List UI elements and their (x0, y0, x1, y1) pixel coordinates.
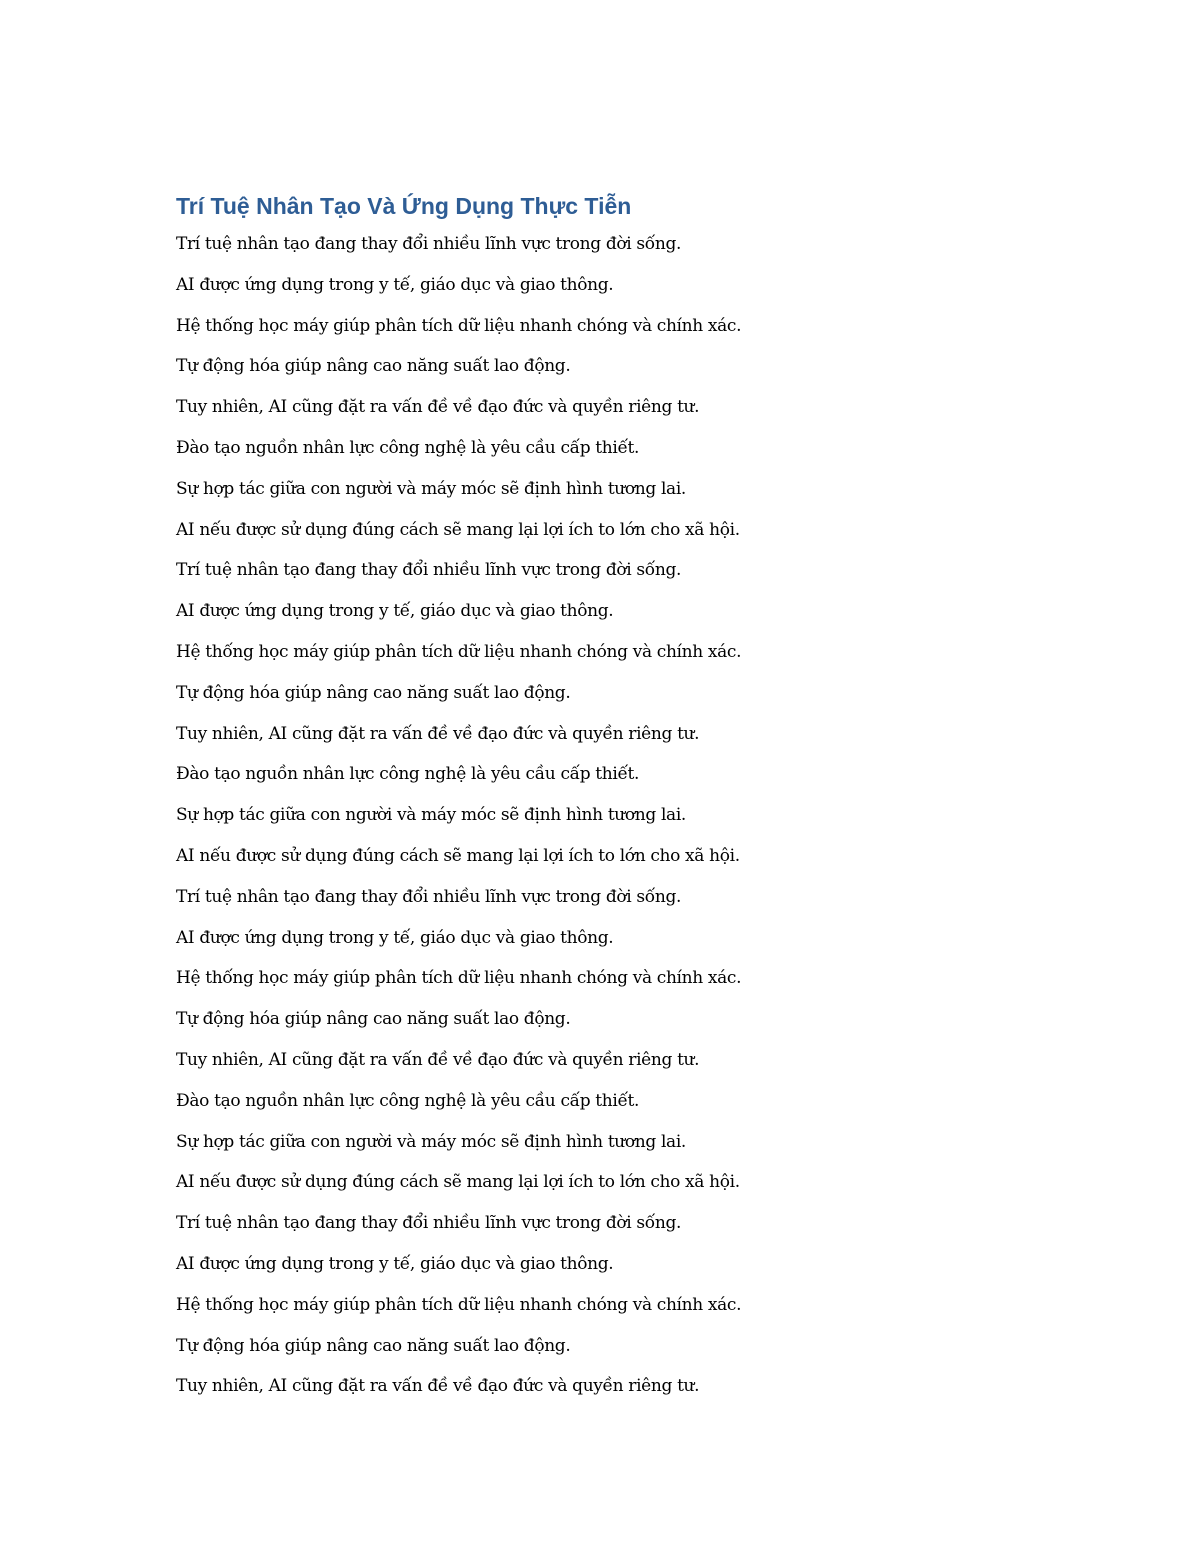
body-line: Đào tạo nguồn nhân lực công nghệ là yêu cầu cấp thiết. (176, 437, 640, 458)
body-line: Tự động hóa giúp nâng cao năng suất lao động. (176, 1009, 571, 1030)
body-line: AI được ứng dụng trong y tế, giáo dục và giao thông. (176, 1253, 614, 1274)
body-line: Hệ thống học máy giúp phân tích dữ liệu nhanh chóng và chính xác. (176, 315, 742, 336)
body-line: AI nếu được sử dụng đúng cách sẽ mang lại lợi ích to lớn cho xã hội. (176, 519, 740, 540)
body-line: Trí tuệ nhân tạo đang thay đổi nhiều lĩnh vực trong đời sống. (176, 1213, 682, 1234)
body-line: AI được ứng dụng trong y tế, giáo dục và giao thông. (176, 927, 614, 948)
body-line: Hệ thống học máy giúp phân tích dữ liệu nhanh chóng và chính xác. (176, 968, 742, 989)
body-line: Hệ thống học máy giúp phân tích dữ liệu nhanh chóng và chính xác. (176, 641, 742, 662)
body-line: Đào tạo nguồn nhân lực công nghệ là yêu cầu cấp thiết. (176, 1090, 640, 1111)
body-line: Trí tuệ nhân tạo đang thay đổi nhiều lĩnh vực trong đời sống. (176, 560, 682, 581)
body-line: Đào tạo nguồn nhân lực công nghệ là yêu cầu cấp thiết. (176, 764, 640, 785)
body-line: Sự hợp tác giữa con người và máy móc sẽ định hình tương lai. (176, 805, 686, 826)
body-line: Tuy nhiên, AI cũng đặt ra vấn đề về đạo đức và quyền riêng tư. (176, 1049, 700, 1070)
body-line: Tự động hóa giúp nâng cao năng suất lao động. (176, 356, 571, 377)
body-line: AI được ứng dụng trong y tế, giáo dục và giao thông. (176, 274, 614, 295)
body-line: Tự động hóa giúp nâng cao năng suất lao động. (176, 682, 571, 703)
body-line: Tuy nhiên, AI cũng đặt ra vấn đề về đạo đức và quyền riêng tư. (176, 1376, 700, 1397)
body-line: AI nếu được sử dụng đúng cách sẽ mang lại lợi ích to lớn cho xã hội. (176, 845, 740, 866)
body-line: Hệ thống học máy giúp phân tích dữ liệu nhanh chóng và chính xác. (176, 1294, 742, 1315)
body-line: Tuy nhiên, AI cũng đặt ra vấn đề về đạo đức và quyền riêng tư. (176, 723, 700, 744)
body-line: Sự hợp tác giữa con người và máy móc sẽ định hình tương lai. (176, 1131, 686, 1152)
body-line: Sự hợp tác giữa con người và máy móc sẽ định hình tương lai. (176, 478, 686, 499)
body-line: Tuy nhiên, AI cũng đặt ra vấn đề về đạo đức và quyền riêng tư. (176, 397, 700, 418)
body-line: AI được ứng dụng trong y tế, giáo dục và giao thông. (176, 601, 614, 622)
document-body (176, 224, 741, 1407)
body-line: Trí tuệ nhân tạo đang thay đổi nhiều lĩnh vực trong đời sống. (176, 234, 682, 254)
document-title: Trí Tuệ Nhân Tạo Và Ứng Dụng Thực Tiễn (176, 193, 632, 219)
body-line: Trí tuệ nhân tạo đang thay đổi nhiều lĩnh vực trong đời sống. (176, 886, 682, 907)
body-line: AI nếu được sử dụng đúng cách sẽ mang lại lợi ích to lớn cho xã hội. (176, 1172, 740, 1193)
body-line: Tự động hóa giúp nâng cao năng suất lao động. (176, 1335, 571, 1356)
